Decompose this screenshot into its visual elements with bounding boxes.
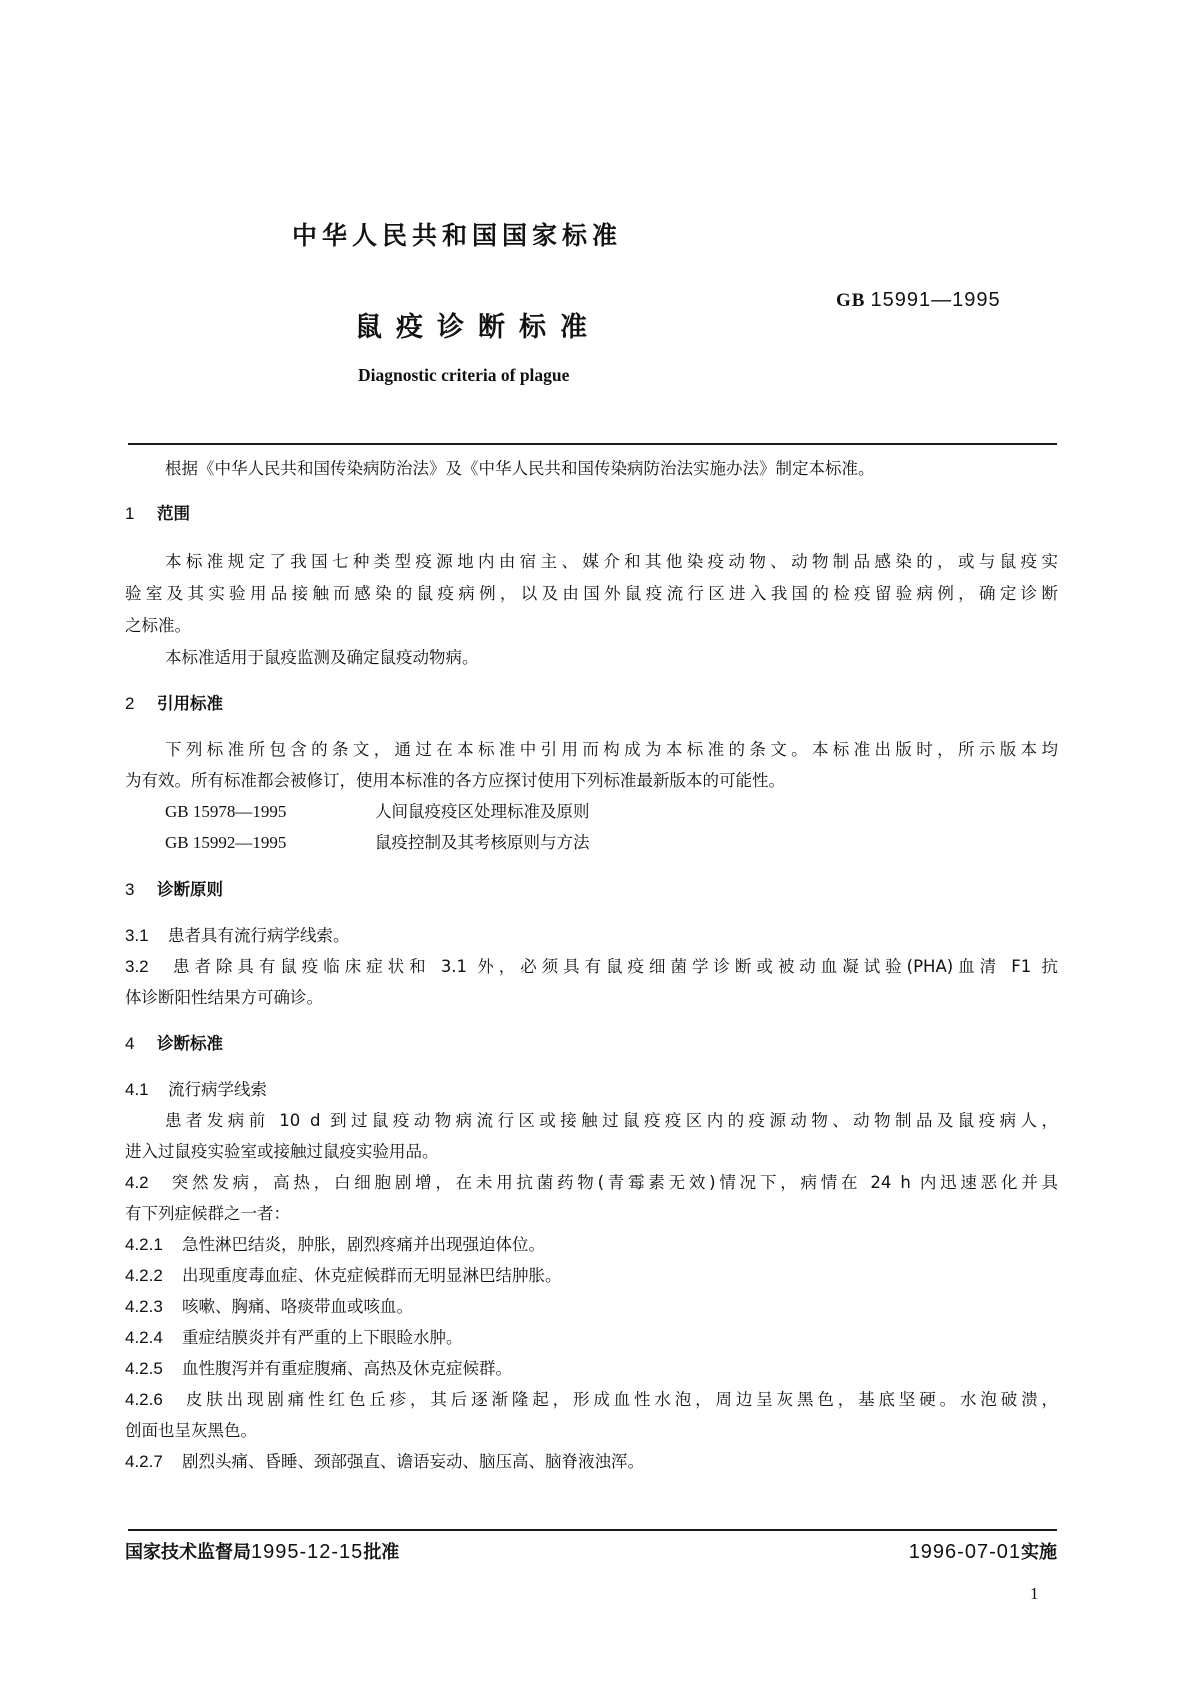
clause-text: 血性腹泻并有重症腹痛、高热及休克症候群。 [182,1359,512,1378]
subclause-4-2-1 [125,1229,545,1261]
clause-text: 皮肤出现剧痛性红色丘疹，其后逐渐隆起，形成血性水泡，周边呈灰黑色，基底坚硬。水泡破溃， [182,1390,1058,1409]
reference-title: 人间鼠疫疫区处理标准及原则 [375,802,590,821]
clause-text-continued: 体诊断阳性结果方可确诊。 [125,988,323,1007]
subclause-4-2-5 [125,1353,512,1385]
clause-number: 4.2.2 [125,1266,163,1285]
paragraph-line: 患者发病前 10 d 到过鼠疫动物病流行区或接触过鼠疫疫区内的疫源动物、动物制品及鼠疫病人， [165,1111,1058,1130]
page-number: 1 [1030,1584,1039,1603]
reference-item [165,827,590,859]
paragraph-line: 本标准规定了我国七种类型疫源地内由宿主、媒介和其他染疫动物、动物制品感染的，或与鼠疫实 [165,552,1058,571]
subclause-4-2-7 [125,1446,644,1478]
clause-4-1 [125,1074,267,1106]
clause-text: 剧烈头痛、昏睡、颈部强直、谵语妄动、脑压高、脑脊液浊浑。 [182,1452,644,1471]
section-number: 1 [125,504,135,523]
reference-code: GB 15978—1995 [165,802,287,821]
section-heading-2 [125,688,223,720]
paragraph-line: 验室及其实验用品接触而感染的鼠疫病例，以及由国外鼠疫流行区进入我国的检疫留验病例，确定诊断 [125,584,1058,603]
document-title-zh: 鼠疫诊断标准 [355,312,601,343]
section-title: 诊断标准 [157,1034,223,1053]
section-number: 4 [125,1034,135,1053]
subclause-4-2-2 [125,1260,562,1292]
clause-text: 出现重度毒血症、休克症候群而无明显淋巴结肿胀。 [182,1266,562,1285]
subclause-4-2-3 [125,1291,413,1323]
header-divider [128,443,1057,445]
clause-number: 3.1 [125,926,149,945]
clause-number: 3.2 [125,957,149,976]
clause-text: 咳嗽、胸痛、咯痰带血或咳血。 [182,1297,413,1316]
footer-divider [128,1529,1057,1531]
clause-text: 急性淋巴结炎，肿胀，剧烈疼痛并出现强迫体位。 [182,1235,545,1254]
clause-number: 4.2.1 [125,1235,163,1254]
effective-label: 实施 [1021,1542,1057,1563]
clause-number: 4.2.5 [125,1359,163,1378]
clause-text-continued: 创面也呈灰黑色。 [125,1421,257,1440]
paragraph-line: 为有效。所有标准都会被修订，使用本标准的各方应探讨使用下列标准最新版本的可能性。 [125,771,785,790]
section-heading-4 [125,1028,223,1060]
section-title: 诊断原则 [157,880,223,899]
preamble: 根据《中华人民共和国传染病防治法》及《中华人民共和国传染病防治法实施办法》制定本标准。 [165,459,875,478]
clause-text: 患者具有流行病学线索。 [168,926,350,945]
clause-number: 4.2.3 [125,1297,163,1316]
approval-org: 国家技术监督局 [125,1542,251,1563]
paragraph-line: 之标准。 [125,616,191,635]
subclause-4-2-6 [125,1384,1058,1416]
clause-number: 4.1 [125,1080,149,1099]
clause-number: 4.2.6 [125,1390,163,1409]
clause-text: 患者除具有鼠疫临床症状和 3.1 外，必须具有鼠疫细菌学诊断或被动血凝试验(PHA)血清 F1 抗 [168,957,1058,976]
standard-code-number: 15991—1995 [870,289,1001,311]
section-number: 2 [125,694,135,713]
document-title-en: Diagnostic criteria of plague [358,365,570,385]
effective-date: 1996-07-01 [908,1541,1021,1563]
reference-item [165,796,590,828]
paragraph-line: 进入过鼠疫实验室或接触过鼠疫实验用品。 [125,1142,439,1161]
approval-date: 1995-12-15 [251,1541,364,1563]
paragraph-line: 本标准适用于鼠疫监测及确定鼠疫动物病。 [165,648,479,667]
paragraph-line: 下列标准所包含的条文，通过在本标准中引用而构成为本标准的条文。本标准出版时，所示版本均 [165,740,1058,759]
national-standard-title: 中华人民共和国国家标准 [292,221,623,250]
clause-text-continued: 有下列症候群之一者： [125,1204,290,1223]
section-number: 3 [125,880,135,899]
clause-text: 重症结膜炎并有严重的上下眼睑水肿。 [182,1328,463,1347]
approval-line [125,1538,399,1564]
clause-number: 4.2.4 [125,1328,163,1347]
effective-line [909,1538,1057,1564]
reference-title: 鼠疫控制及其考核原则与方法 [375,833,590,852]
standard-code-prefix: GB [836,290,866,311]
clause-number: 4.2.7 [125,1452,163,1471]
clause-number: 4.2 [125,1173,149,1192]
clause-3-2 [125,951,1058,983]
subclause-4-2-4 [125,1322,463,1354]
clause-text: 突然发病，高热，白细胞剧增，在未用抗菌药物(青霉素无效)情况下，病情在 24 h 内迅速恶化并具 [168,1173,1058,1192]
clause-title: 流行病学线索 [168,1080,267,1099]
approval-label: 批准 [363,1542,400,1563]
section-heading-3 [125,874,223,906]
clause-3-1 [125,920,350,952]
section-title: 范围 [157,504,190,523]
standard-number [836,287,1001,312]
reference-code: GB 15992—1995 [165,833,287,852]
section-title: 引用标准 [157,694,223,713]
section-heading-1 [125,498,190,530]
clause-4-2 [125,1167,1058,1199]
